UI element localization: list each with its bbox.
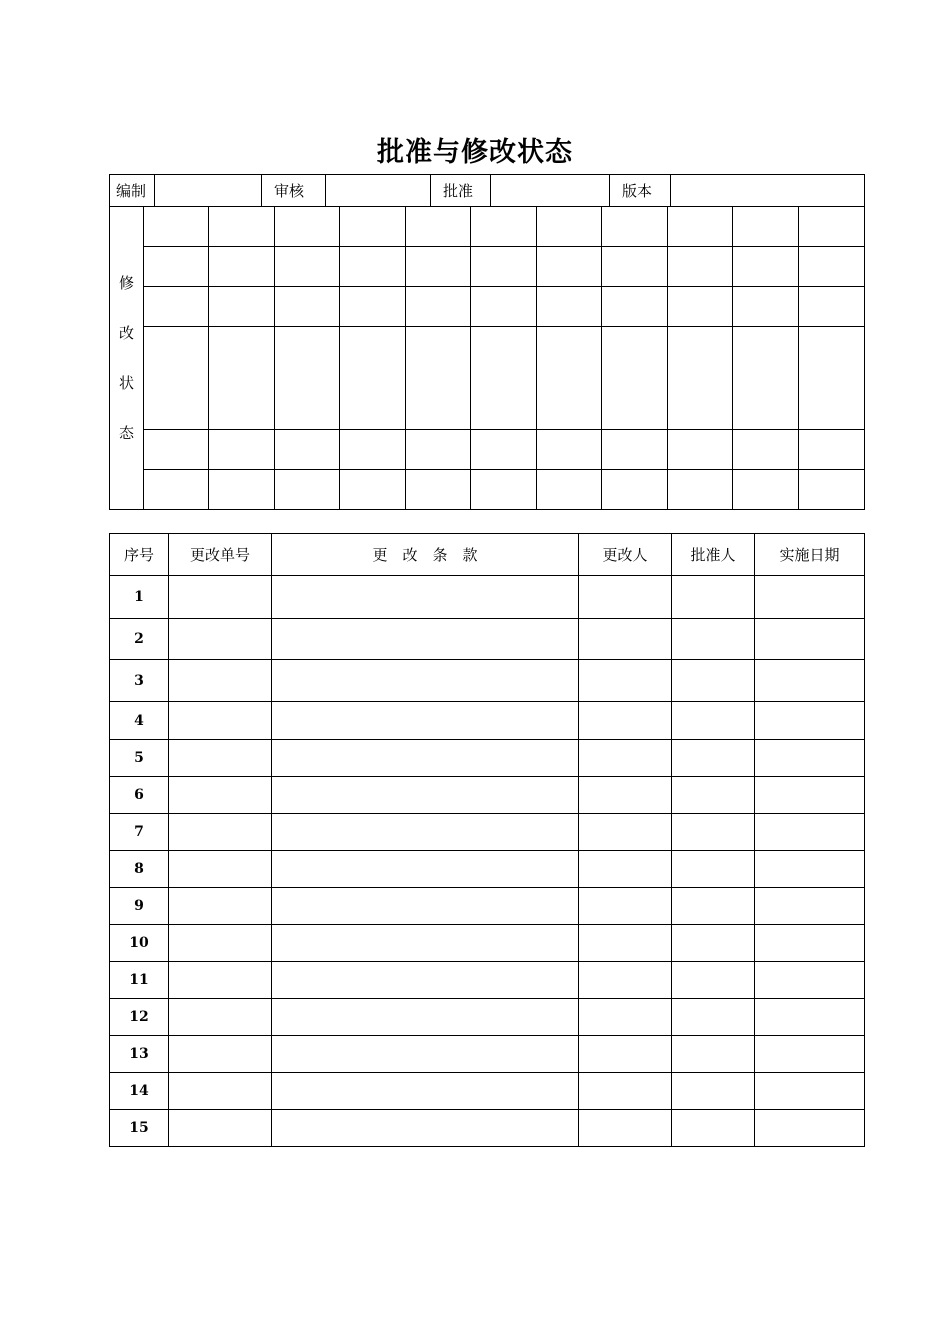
header-approver: 批准人 (672, 534, 755, 576)
reviewed-label: 审核 (262, 175, 326, 207)
grid-cell[interactable] (406, 207, 471, 247)
grid-cell[interactable] (668, 287, 733, 327)
grid-cell[interactable] (733, 207, 799, 247)
table-row (110, 777, 865, 814)
grid-cell[interactable] (668, 327, 733, 430)
revision-status-label (110, 207, 144, 510)
clause-cell[interactable] (272, 740, 579, 777)
changer-cell[interactable] (579, 1036, 672, 1073)
row-number: 11 (110, 962, 169, 999)
change-no-cell[interactable] (169, 814, 272, 851)
grid-cell[interactable] (275, 287, 340, 327)
table-row (110, 1073, 865, 1110)
date-cell[interactable] (755, 619, 865, 660)
approver-cell[interactable] (672, 999, 755, 1036)
grid-cell[interactable] (733, 287, 799, 327)
clause-cell[interactable] (272, 851, 579, 888)
grid-row (110, 470, 865, 510)
grid-cell[interactable] (144, 247, 209, 287)
grid-cell[interactable] (144, 327, 209, 430)
grid-cell[interactable] (537, 287, 602, 327)
grid-cell[interactable] (668, 247, 733, 287)
prepared-label: 编制 (110, 175, 155, 207)
row-number: 2 (110, 619, 169, 660)
grid-row (110, 287, 865, 327)
version-label: 版本 (610, 175, 671, 207)
grid-cell[interactable] (275, 247, 340, 287)
changer-cell[interactable] (579, 1110, 672, 1147)
change-no-cell[interactable] (169, 1110, 272, 1147)
row-number: 8 (110, 851, 169, 888)
grid-cell[interactable] (799, 430, 865, 470)
grid-cell[interactable] (799, 470, 865, 510)
grid-cell[interactable] (602, 470, 668, 510)
date-cell[interactable] (755, 1073, 865, 1110)
grid-cell[interactable] (602, 327, 668, 430)
change-no-cell[interactable] (169, 925, 272, 962)
approver-cell[interactable] (672, 1110, 755, 1147)
row-number: 12 (110, 999, 169, 1036)
clause-cell[interactable] (272, 619, 579, 660)
clause-cell[interactable] (272, 576, 579, 619)
grid-cell[interactable] (537, 207, 602, 247)
change-no-cell[interactable] (169, 740, 272, 777)
header-changer: 更改人 (579, 534, 672, 576)
row-number: 1 (110, 576, 169, 619)
date-cell[interactable] (755, 702, 865, 740)
grid-cell[interactable] (537, 470, 602, 510)
clause-cell[interactable] (272, 962, 579, 999)
grid-cell[interactable] (471, 287, 537, 327)
grid-cell[interactable] (602, 207, 668, 247)
grid-cell[interactable] (471, 327, 537, 430)
row-number: 15 (110, 1110, 169, 1147)
table-row (110, 962, 865, 999)
changer-cell[interactable] (579, 851, 672, 888)
changer-cell[interactable] (579, 814, 672, 851)
date-cell[interactable] (755, 925, 865, 962)
side-char: 改 (118, 324, 134, 342)
version-field[interactable] (671, 175, 865, 207)
date-cell[interactable] (755, 962, 865, 999)
table-header-row (110, 534, 865, 576)
approver-cell[interactable] (672, 777, 755, 814)
change-no-cell[interactable] (169, 999, 272, 1036)
change-no-cell[interactable] (169, 619, 272, 660)
table-row (110, 576, 865, 619)
approver-cell[interactable] (672, 962, 755, 999)
grid-cell[interactable] (340, 430, 406, 470)
grid-cell[interactable] (471, 247, 537, 287)
revision-status-grid (109, 206, 865, 510)
grid-cell[interactable] (471, 470, 537, 510)
row-number: 6 (110, 777, 169, 814)
approver-cell[interactable] (672, 888, 755, 925)
grid-cell[interactable] (406, 327, 471, 430)
header-clause: 更 改 条 款 (272, 534, 579, 576)
date-cell[interactable] (755, 814, 865, 851)
date-cell[interactable] (755, 888, 865, 925)
table-row (110, 999, 865, 1036)
page-title: 批准与修改状态 (377, 137, 573, 168)
grid-cell[interactable] (602, 287, 668, 327)
grid-cell[interactable] (275, 470, 340, 510)
change-no-cell[interactable] (169, 1073, 272, 1110)
change-no-cell[interactable] (169, 660, 272, 702)
grid-row (110, 207, 865, 247)
grid-cell[interactable] (537, 430, 602, 470)
grid-row (110, 247, 865, 287)
grid-cell[interactable] (406, 470, 471, 510)
date-cell[interactable] (755, 660, 865, 702)
row-number: 10 (110, 925, 169, 962)
change-no-cell[interactable] (169, 888, 272, 925)
grid-cell[interactable] (275, 327, 340, 430)
reviewed-field[interactable] (326, 175, 431, 207)
table-row (110, 660, 865, 702)
grid-cell[interactable] (406, 287, 471, 327)
row-number: 14 (110, 1073, 169, 1110)
grid-cell[interactable] (209, 247, 275, 287)
info-table (109, 174, 865, 207)
clause-cell[interactable] (272, 660, 579, 702)
grid-cell[interactable] (668, 430, 733, 470)
change-no-cell[interactable] (169, 777, 272, 814)
header-change-no: 更改单号 (169, 534, 272, 576)
approver-cell[interactable] (672, 1036, 755, 1073)
grid-cell[interactable] (275, 430, 340, 470)
table-row (110, 1110, 865, 1147)
prepared-field[interactable] (155, 175, 262, 207)
grid-cell[interactable] (340, 327, 406, 430)
table-row (110, 740, 865, 777)
approver-cell[interactable] (672, 1073, 755, 1110)
table-row (110, 888, 865, 925)
grid-cell[interactable] (144, 287, 209, 327)
grid-cell[interactable] (537, 327, 602, 430)
grid-cell[interactable] (209, 207, 275, 247)
changer-cell[interactable] (579, 740, 672, 777)
table-row (110, 925, 865, 962)
change-log-table (109, 533, 865, 1147)
grid-cell[interactable] (340, 287, 406, 327)
date-cell[interactable] (755, 999, 865, 1036)
approver-cell[interactable] (672, 619, 755, 660)
approved-label: 批准 (431, 175, 491, 207)
row-number: 3 (110, 660, 169, 702)
approver-cell[interactable] (672, 851, 755, 888)
date-cell[interactable] (755, 777, 865, 814)
grid-cell[interactable] (340, 207, 406, 247)
approver-cell[interactable] (672, 660, 755, 702)
grid-cell[interactable] (406, 430, 471, 470)
changer-cell[interactable] (579, 576, 672, 619)
table-row (110, 702, 865, 740)
grid-cell[interactable] (537, 247, 602, 287)
grid-cell[interactable] (668, 470, 733, 510)
approver-cell[interactable] (672, 576, 755, 619)
change-no-cell[interactable] (169, 702, 272, 740)
row-number: 9 (110, 888, 169, 925)
approver-cell[interactable] (672, 740, 755, 777)
change-no-cell[interactable] (169, 1036, 272, 1073)
changer-cell[interactable] (579, 925, 672, 962)
date-cell[interactable] (755, 851, 865, 888)
approver-cell[interactable] (672, 925, 755, 962)
clause-cell[interactable] (272, 1036, 579, 1073)
clause-cell[interactable] (272, 1110, 579, 1147)
table-row (110, 851, 865, 888)
side-char: 状 (118, 374, 134, 392)
grid-cell[interactable] (144, 430, 209, 470)
grid-cell[interactable] (799, 207, 865, 247)
grid-cell[interactable] (471, 430, 537, 470)
table-row (110, 1036, 865, 1073)
table-row (110, 619, 865, 660)
clause-cell[interactable] (272, 999, 579, 1036)
clause-cell[interactable] (272, 925, 579, 962)
changer-cell[interactable] (579, 888, 672, 925)
grid-cell[interactable] (144, 207, 209, 247)
date-cell[interactable] (755, 1036, 865, 1073)
grid-cell[interactable] (733, 430, 799, 470)
grid-row (110, 430, 865, 470)
change-no-cell[interactable] (169, 962, 272, 999)
date-cell[interactable] (755, 740, 865, 777)
approver-cell[interactable] (672, 814, 755, 851)
row-number: 4 (110, 702, 169, 740)
changer-cell[interactable] (579, 702, 672, 740)
grid-cell[interactable] (340, 247, 406, 287)
grid-cell[interactable] (471, 207, 537, 247)
clause-cell[interactable] (272, 888, 579, 925)
changer-cell[interactable] (579, 999, 672, 1036)
table-row (110, 814, 865, 851)
grid-cell[interactable] (733, 327, 799, 430)
grid-cell[interactable] (602, 430, 668, 470)
grid-cell[interactable] (733, 470, 799, 510)
grid-cell[interactable] (209, 470, 275, 510)
header-date: 实施日期 (755, 534, 865, 576)
grid-cell[interactable] (340, 470, 406, 510)
grid-cell[interactable] (602, 247, 668, 287)
changer-cell[interactable] (579, 619, 672, 660)
clause-cell[interactable] (272, 702, 579, 740)
grid-cell[interactable] (144, 470, 209, 510)
grid-cell[interactable] (209, 327, 275, 430)
changer-cell[interactable] (579, 660, 672, 702)
row-number: 5 (110, 740, 169, 777)
grid-cell[interactable] (406, 247, 471, 287)
changer-cell[interactable] (579, 1073, 672, 1110)
grid-cell[interactable] (733, 247, 799, 287)
clause-cell[interactable] (272, 1073, 579, 1110)
grid-cell[interactable] (209, 430, 275, 470)
change-no-cell[interactable] (169, 851, 272, 888)
clause-cell[interactable] (272, 814, 579, 851)
clause-cell[interactable] (272, 777, 579, 814)
changer-cell[interactable] (579, 962, 672, 999)
date-cell[interactable] (755, 576, 865, 619)
grid-cell[interactable] (275, 207, 340, 247)
grid-cell[interactable] (799, 327, 865, 430)
row-number: 7 (110, 814, 169, 851)
change-no-cell[interactable] (169, 576, 272, 619)
side-char: 修 (118, 274, 134, 292)
date-cell[interactable] (755, 1110, 865, 1147)
grid-cell[interactable] (668, 207, 733, 247)
approved-field[interactable] (491, 175, 610, 207)
changer-cell[interactable] (579, 777, 672, 814)
grid-row (110, 327, 865, 430)
grid-cell[interactable] (209, 287, 275, 327)
approver-cell[interactable] (672, 702, 755, 740)
header-seq: 序号 (110, 534, 169, 576)
row-number: 13 (110, 1036, 169, 1073)
grid-cell[interactable] (799, 247, 865, 287)
grid-cell[interactable] (799, 287, 865, 327)
side-char: 态 (118, 424, 134, 442)
